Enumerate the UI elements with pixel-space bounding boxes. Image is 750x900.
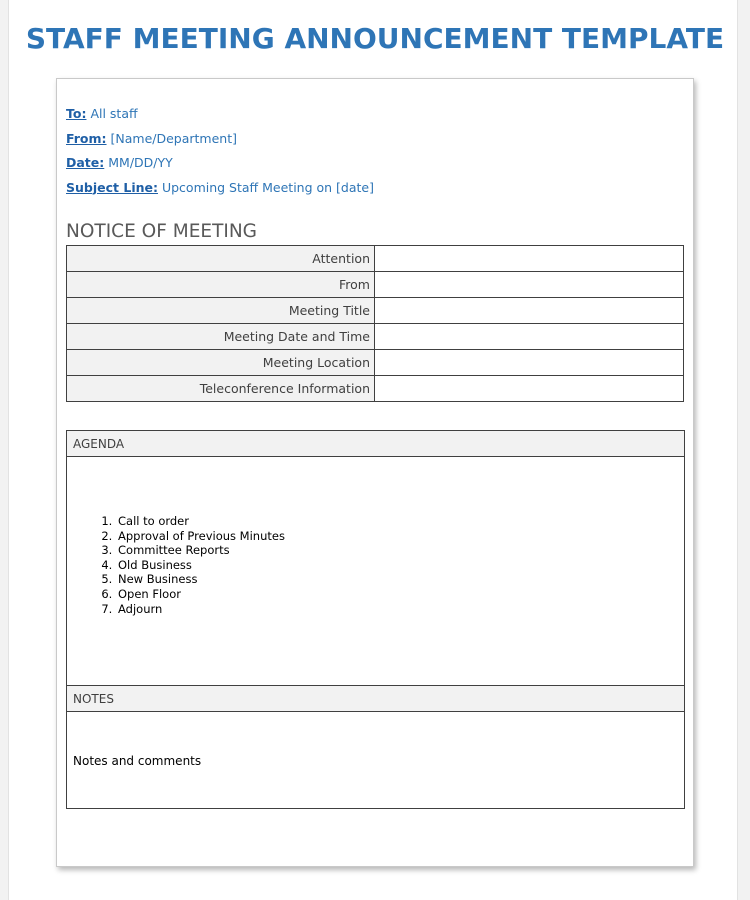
memo-to-label: To: xyxy=(66,106,87,121)
notice-label: Meeting Title xyxy=(67,298,375,324)
notice-row-from xyxy=(67,272,684,298)
notice-label: Meeting Date and Time xyxy=(67,324,375,350)
template-sheet xyxy=(56,78,694,867)
memo-from-row xyxy=(66,127,374,152)
notice-value-field[interactable] xyxy=(375,272,684,298)
memo-date-label: Date: xyxy=(66,155,105,170)
agenda-list[interactable] xyxy=(67,514,285,616)
memo-from-value[interactable]: [Name/Department] xyxy=(110,130,237,146)
notice-heading: NOTICE OF MEETING xyxy=(66,221,257,242)
notes-section xyxy=(66,685,685,809)
agenda-item: 1. Call to order xyxy=(116,514,285,529)
notice-value-field[interactable] xyxy=(375,246,684,272)
notice-value-field[interactable] xyxy=(375,350,684,376)
agenda-heading: AGENDA xyxy=(67,431,684,457)
notice-label: Meeting Location xyxy=(67,350,375,376)
notice-label: Attention xyxy=(67,246,375,272)
agenda-item: 7. Adjourn xyxy=(116,602,285,617)
memo-subject-label: Subject Line: xyxy=(66,179,158,195)
notice-table xyxy=(66,245,684,402)
memo-from-label: From: xyxy=(66,130,107,146)
notice-label: From xyxy=(67,272,375,298)
notice-label: Teleconference Information xyxy=(67,376,375,402)
agenda-item: 3. Committee Reports xyxy=(116,543,285,558)
notes-text[interactable]: Notes and comments xyxy=(73,754,202,768)
memo-header xyxy=(66,102,374,200)
agenda-item: 5. New Business xyxy=(116,572,285,587)
memo-to-value[interactable]: All staff xyxy=(90,106,138,121)
memo-date-row xyxy=(66,151,374,176)
agenda-item: 4. Old Business xyxy=(116,558,285,573)
memo-to-row xyxy=(66,102,374,127)
agenda-section xyxy=(66,430,685,687)
notice-row-teleconference xyxy=(67,376,684,402)
page-title: STAFF MEETING ANNOUNCEMENT TEMPLATE xyxy=(25,22,725,55)
agenda-item: 2. Approval of Previous Minutes xyxy=(116,529,285,544)
agenda-item: 6. Open Floor xyxy=(116,587,285,602)
memo-subject-row xyxy=(66,176,374,201)
notice-value-field[interactable] xyxy=(375,324,684,350)
notes-heading: NOTES xyxy=(67,686,684,712)
notice-row-date-time xyxy=(67,324,684,350)
notice-value-field[interactable] xyxy=(375,298,684,324)
memo-subject-value[interactable]: Upcoming Staff Meeting on [date] xyxy=(161,179,374,195)
memo-date-value[interactable]: MM/DD/YY xyxy=(108,155,173,170)
notice-value-field[interactable] xyxy=(375,376,684,402)
notice-row-location xyxy=(67,350,684,376)
notice-row-attention xyxy=(67,246,684,272)
notice-row-meeting-title xyxy=(67,298,684,324)
